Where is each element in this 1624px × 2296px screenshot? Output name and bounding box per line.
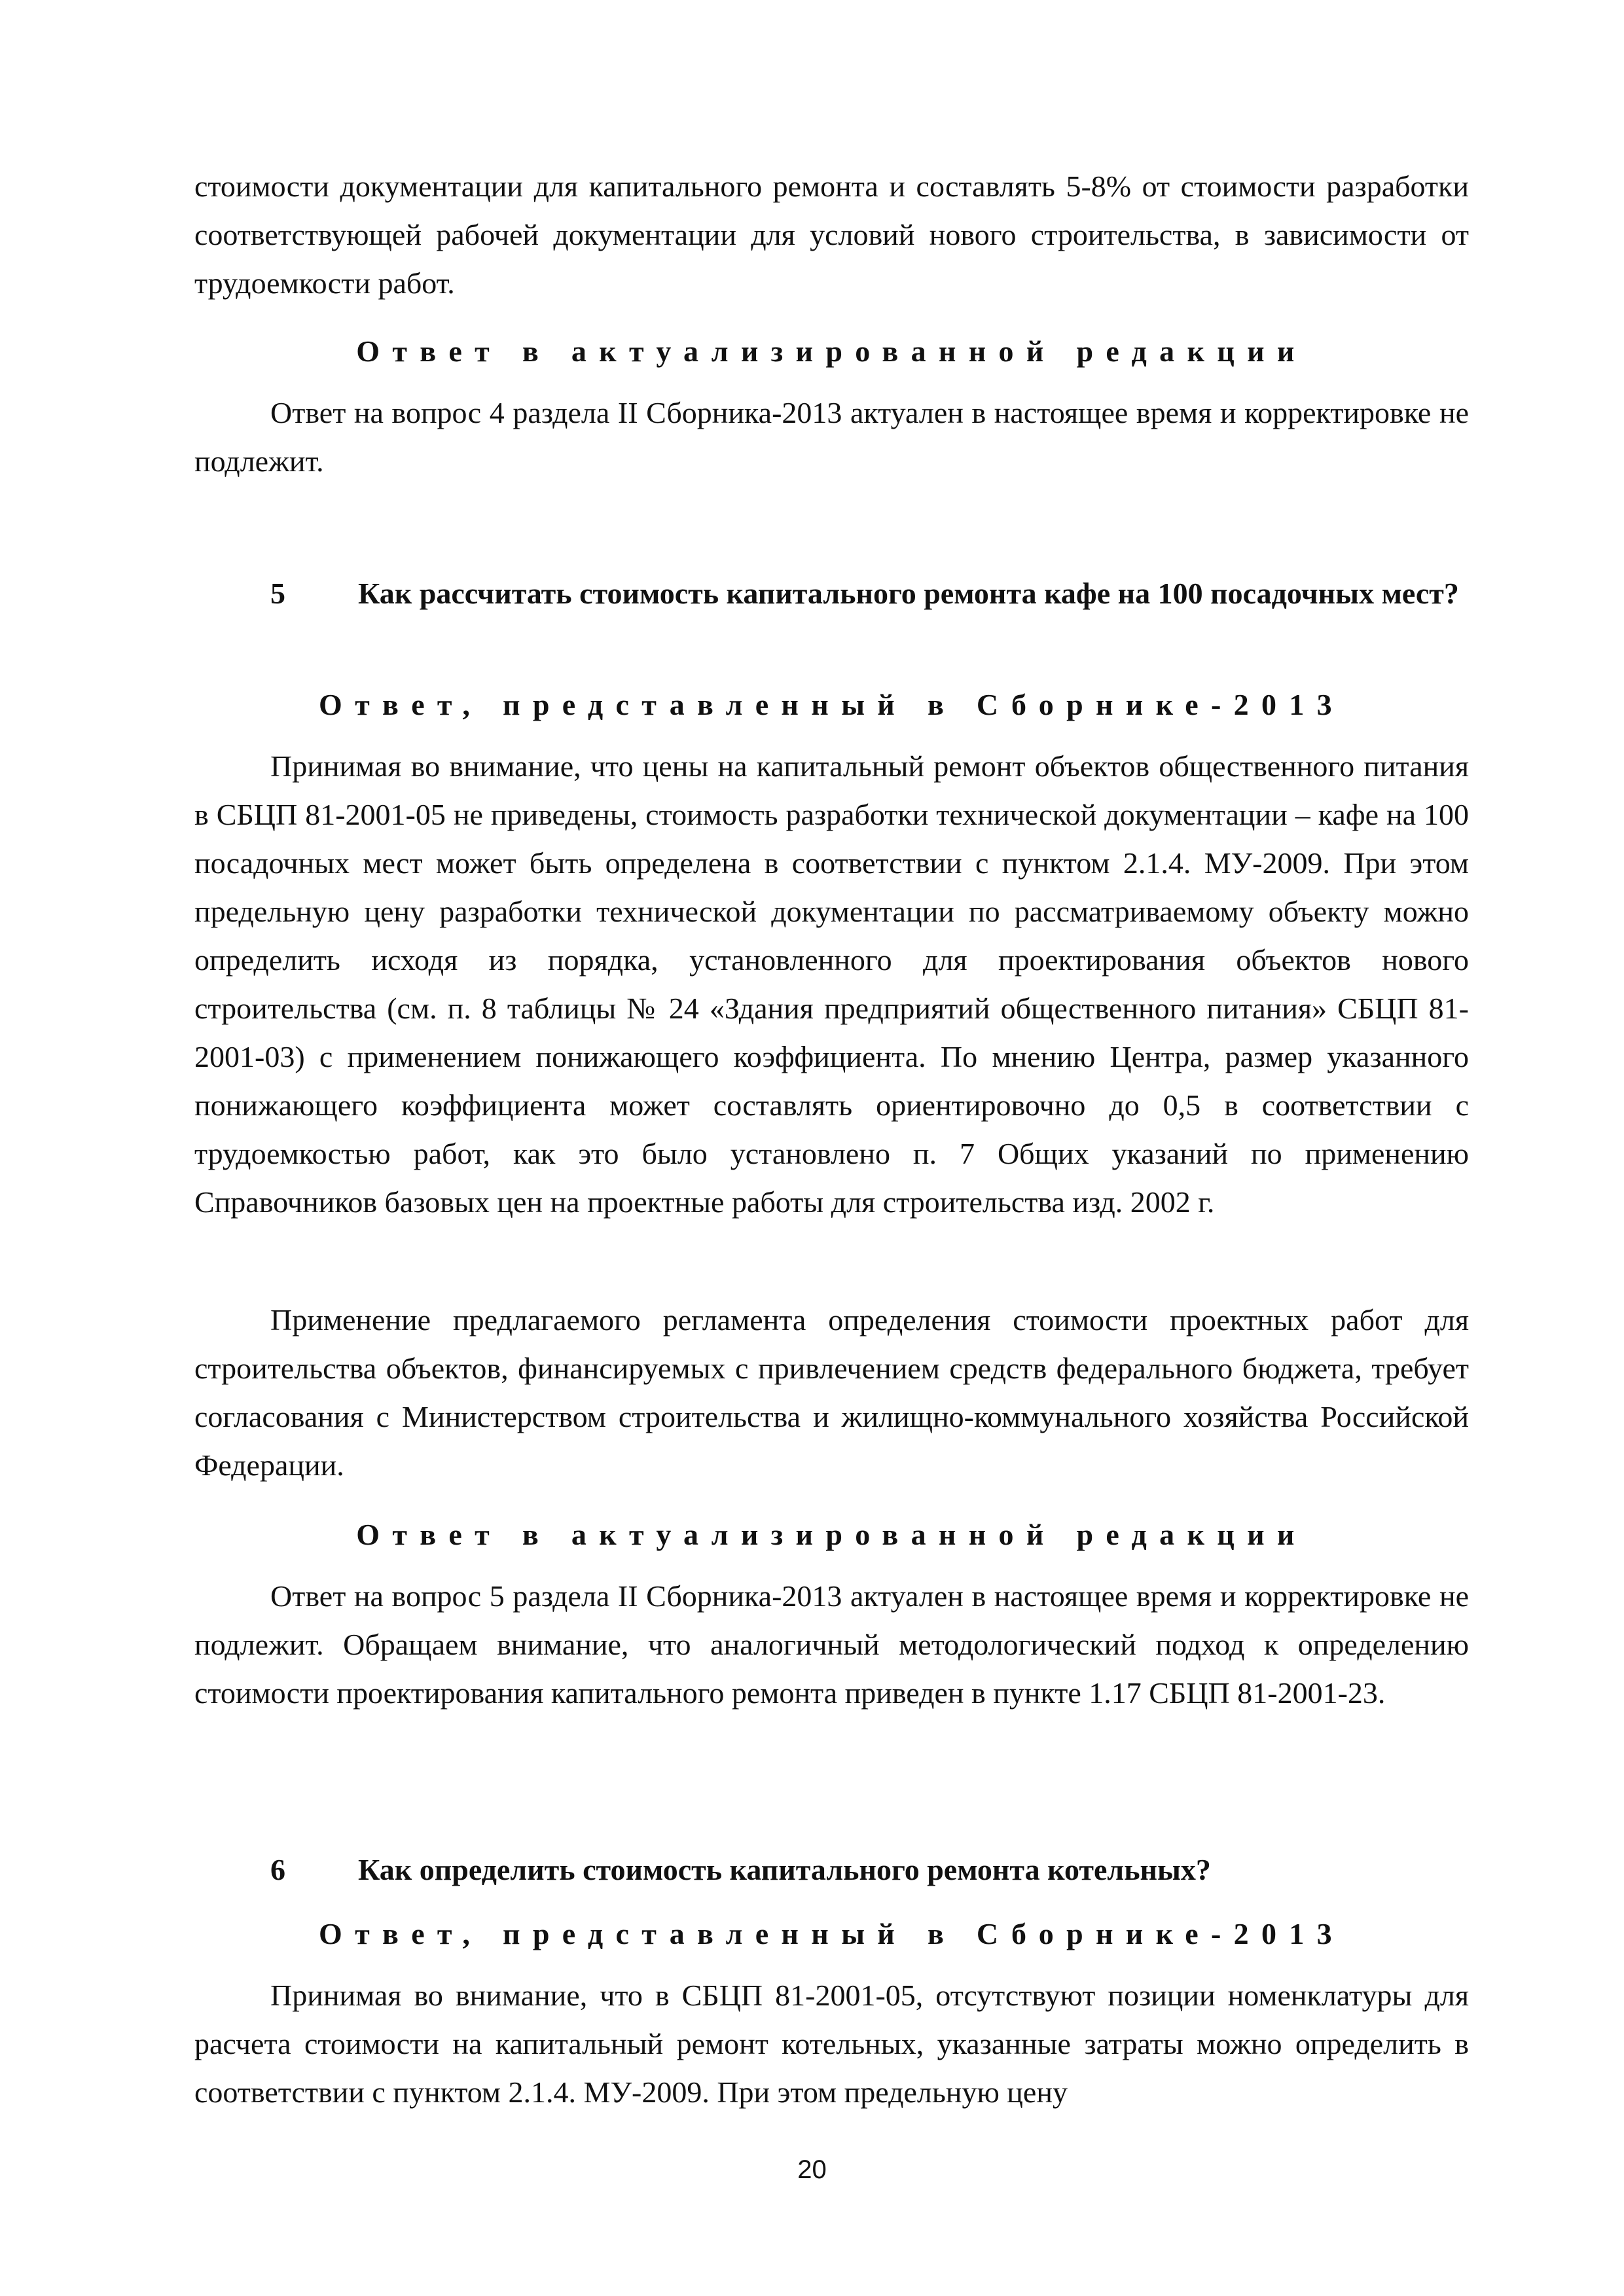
q5-answer-paragraph-2-block	[194, 1296, 1469, 1490]
q6-question-text: Как определить стоимость капитального ремонта котельных?	[358, 1853, 1211, 1886]
q6-question-block	[194, 1846, 1469, 1894]
q6-collection-heading-block	[194, 1910, 1469, 1958]
q6-number: 6	[270, 1853, 285, 1886]
q4-updated-heading-block	[194, 327, 1469, 376]
q5-question-text: Как рассчитать стоимость капитального ремонта кафе на 100 посадочных мест?	[358, 577, 1459, 610]
q5-updated-heading: Ответ в актуализированной редакции	[356, 1518, 1307, 1551]
q5-collection-heading: Ответ, представленный в Сборнике-2013	[319, 688, 1344, 721]
q5-updated-answer: Ответ на вопрос 5 раздела II Сборника-2013 актуален в настоящее время и корректировке не подлежит. Обращаем внимание, что аналогичный методологический подход к определению стоимости проектирования капитального ремонта приведен в пункте 1.17 СБЦП 81-2001-23.	[194, 1579, 1469, 1710]
continuation-paragraph-block	[194, 162, 1469, 308]
q5-answer-paragraph-2: Применение предлагаемого регламента определения стоимости проектных работ для строительства объектов, финансируемых с привлечением средств федерального бюджета, требует согласования с Министерством строительства и жилищно-коммунального хозяйства Российской Федерации.	[194, 1303, 1469, 1482]
q5-question	[194, 569, 1469, 618]
continuation-paragraph: стоимости документации для капитального ремонта и составлять 5-8% от стоимости разработки соответствующей рабочей документации для условий нового строительства, в зависимости от трудоемкости работ.	[194, 170, 1469, 300]
q5-updated-answer-block	[194, 1572, 1469, 1717]
q5-updated-heading-block	[194, 1511, 1469, 1559]
q6-question	[194, 1846, 1469, 1894]
q4-updated-heading: Ответ в актуализированной редакции	[356, 334, 1307, 368]
q4-updated-answer: Ответ на вопрос 4 раздела II Сборника-2013 актуален в настоящее время и корректировке не подлежит.	[194, 396, 1469, 478]
q6-answer-paragraph-1-block	[194, 1971, 1469, 2117]
q5-answer-paragraph-1-block	[194, 742, 1469, 1227]
page-number: 20	[797, 2155, 827, 2184]
q6-answer-paragraph-1: Принимая во внимание, что в СБЦП 81-2001-05, отсутствуют позиции номенклатуры для расчета стоимости на капитальный ремонт котельных, указанные затраты можно определить в соответствии с пунктом 2.1.4. МУ-2009. При этом предельную цену	[194, 1979, 1469, 2109]
q5-collection-heading-block	[194, 681, 1469, 729]
q4-updated-answer-block	[194, 389, 1469, 486]
q5-answer-paragraph-1: Принимая во внимание, что цены на капитальный ремонт объектов общественного питания в СБЦП 81-2001-05 не приведены, стоимость разработки технической документации – кафе на 100 посадочных мест может быть определена в соответствии с пунктом 2.1.4. МУ-2009. При этом предельную цену разработки технической документации по рассматриваемому объекту можно определить исходя из порядка, установленного для проектирования объектов нового строительства (см. п. 8 таблицы № 24 «Здания предприятий общественного питания» СБЦП 81-2001-03) с применением понижающего коэффициента. По мнению Центра, размер указанного понижающего коэффициента может составлять ориентировочно до 0,5 в соответствии с трудоемкостью работ, как это было установлено п. 7 Общих указаний по применению Справочников базовых цен на проектные работы для строительства изд. 2002 г.	[194, 749, 1469, 1219]
q5-question-block	[194, 569, 1469, 618]
q6-collection-heading: Ответ, представленный в Сборнике-2013	[319, 1917, 1344, 1950]
q5-number: 5	[270, 577, 285, 610]
